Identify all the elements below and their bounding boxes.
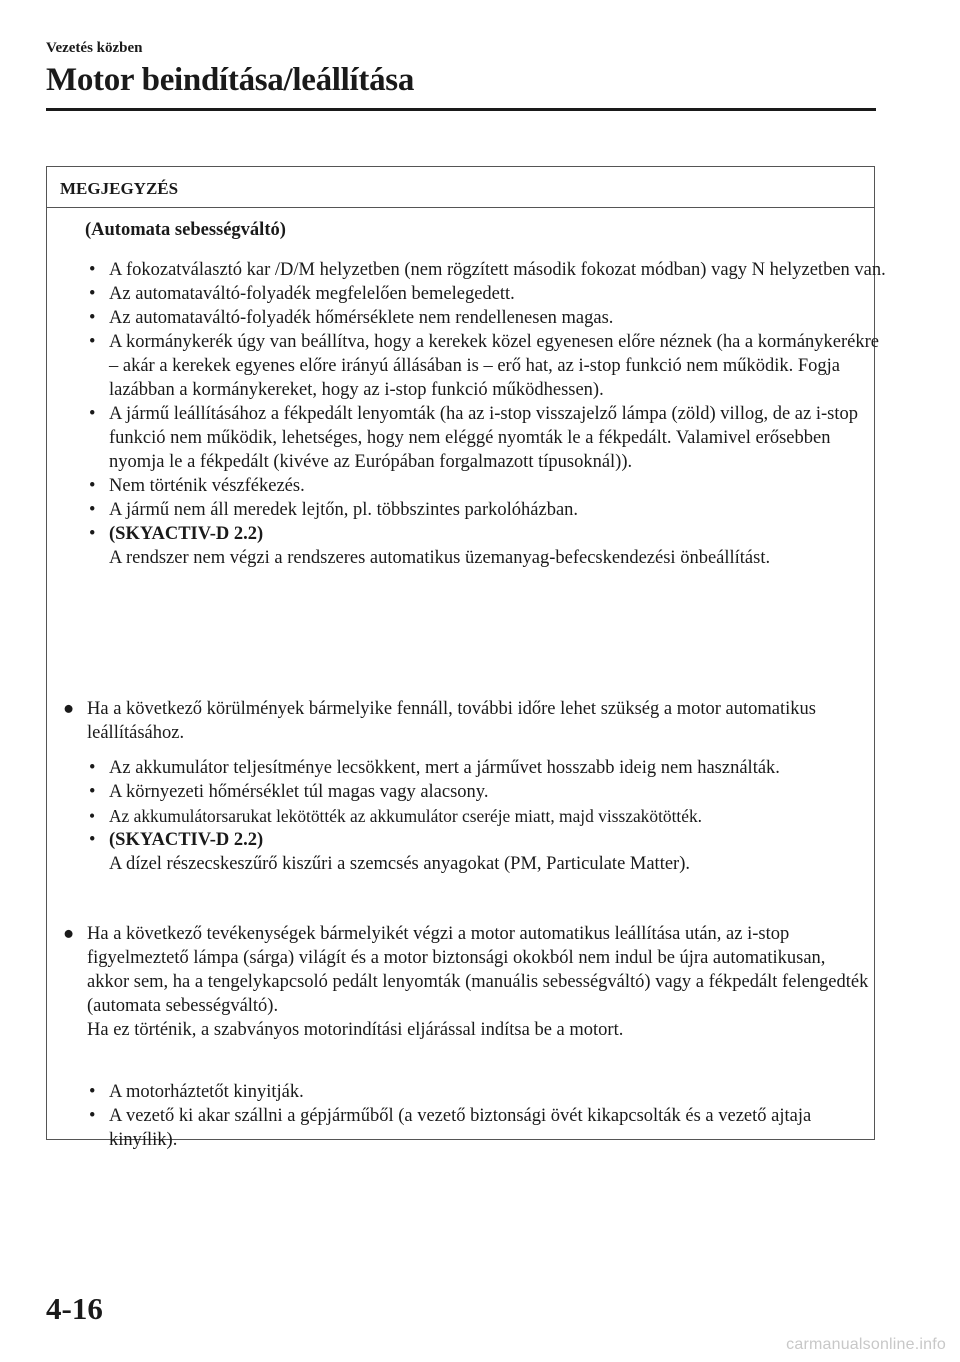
note-heading: MEGJEGYZÉS [47, 167, 874, 208]
list-item: • Az akkumulátor teljesítménye lecsökkent, mert a járművet hosszabb ideig nem használták. [87, 756, 877, 780]
paragraph-text: Ha a következő körülmények bármelyike fennáll, további időre lehet szükség a motor automatikus leállításához. [87, 699, 816, 743]
list-item-text: A dízel részecskeszűrő kiszűri a szemcsés anyagokat (PM, Particulate Matter). [109, 854, 690, 874]
note-box [46, 166, 886, 1150]
condition-list [87, 258, 887, 570]
list-item: • Az automataváltó-folyadék hőmérséklete nem rendellenesen magas. [87, 306, 887, 330]
delay-list [87, 756, 877, 876]
note-subheading: (Automata sebességváltó) [85, 220, 286, 240]
watermark: carmanualsonline.info [786, 1336, 946, 1353]
page-title: Motor beindítása/leállítása [46, 62, 415, 98]
title-rule [46, 108, 876, 111]
list-item: • A vezető ki akar szállni a gépjárműből (a vezető biztonsági övét kikapcsolták és a vezető ajtaja kinyílik). [87, 1104, 877, 1152]
list-item-text: A rendszer nem végzi a rendszeres automatikus üzemanyag-befecskendezési önbeállítást. [109, 548, 771, 568]
bullet-icon: ● [63, 924, 75, 944]
list-item-title: (SKYACTIV-D 2.2) [109, 524, 264, 544]
list-item [87, 522, 887, 570]
list-item: • A motorháztetőt kinyitják. [87, 1080, 877, 1104]
action-list [87, 1080, 877, 1152]
list-item: • Nem történik vészfékezés. [87, 474, 887, 498]
list-item: • A jármű leállításához a fékpedált lenyomták (ha az i-stop visszajelző lámpa (zöld) villog, de az i-stop funkció nem működik, lehetséges, hogy nem eléggé nyomták le a fékpedált. Valamivel erősebben nyomja le a fékpedált (kivéve az Európában forgalmazott típusoknál)). [87, 402, 887, 474]
paragraph-text: Ha a következő tevékenységek bármelyikét végzi a motor automatikus leállítása után, az i-stop figyelmeztető lámpa (sárga) világít és a motor biztonsági okokból nem indul be újra automatikusan, akkor sem, ha a tengelykapcsoló pedált lenyomták (manuális sebességváltó) vagy a fékpedált felengedték (automata sebességváltó). [87, 924, 869, 1016]
paragraph-text: Ha ez történik, a szabványos motorindítási eljárással indítsa be a motort. [87, 1020, 624, 1040]
paragraph [59, 697, 869, 745]
bullet-icon: ● [63, 699, 75, 719]
list-item: • Az akkumulátorsarukat lekötötték az akkumulátor cseréje miatt, majd visszakötötték. [87, 804, 877, 828]
section-label: Vezetés közben [46, 40, 143, 56]
list-item [87, 828, 877, 876]
list-item: • A kormánykerék úgy van beállítva, hogy a kerekek közel egyenesen előre néznek (ha a kormánykerékre – akár a kerekek egyenes előre irányú állásában is – erő hat, az i-stop funkció nem működik. Fogja lazábban a kormánykereket, hogy az i-stop funkció működhessen). [87, 330, 887, 402]
list-item: • A jármű nem áll meredek lejtőn, pl. többszintes parkolóházban. [87, 498, 887, 522]
list-item: • Az automataváltó-folyadék megfelelően bemelegedett. [87, 282, 887, 306]
list-item: • A fokozatválasztó kar /D/M helyzetben (nem rögzített második fokozat módban) vagy N helyzetben van. [87, 258, 887, 282]
list-item-title: (SKYACTIV-D 2.2) [109, 830, 264, 850]
page-number: 4-16 [46, 1291, 103, 1326]
paragraph [59, 922, 869, 1042]
list-item: • A környezeti hőmérséklet túl magas vagy alacsony. [87, 780, 877, 804]
